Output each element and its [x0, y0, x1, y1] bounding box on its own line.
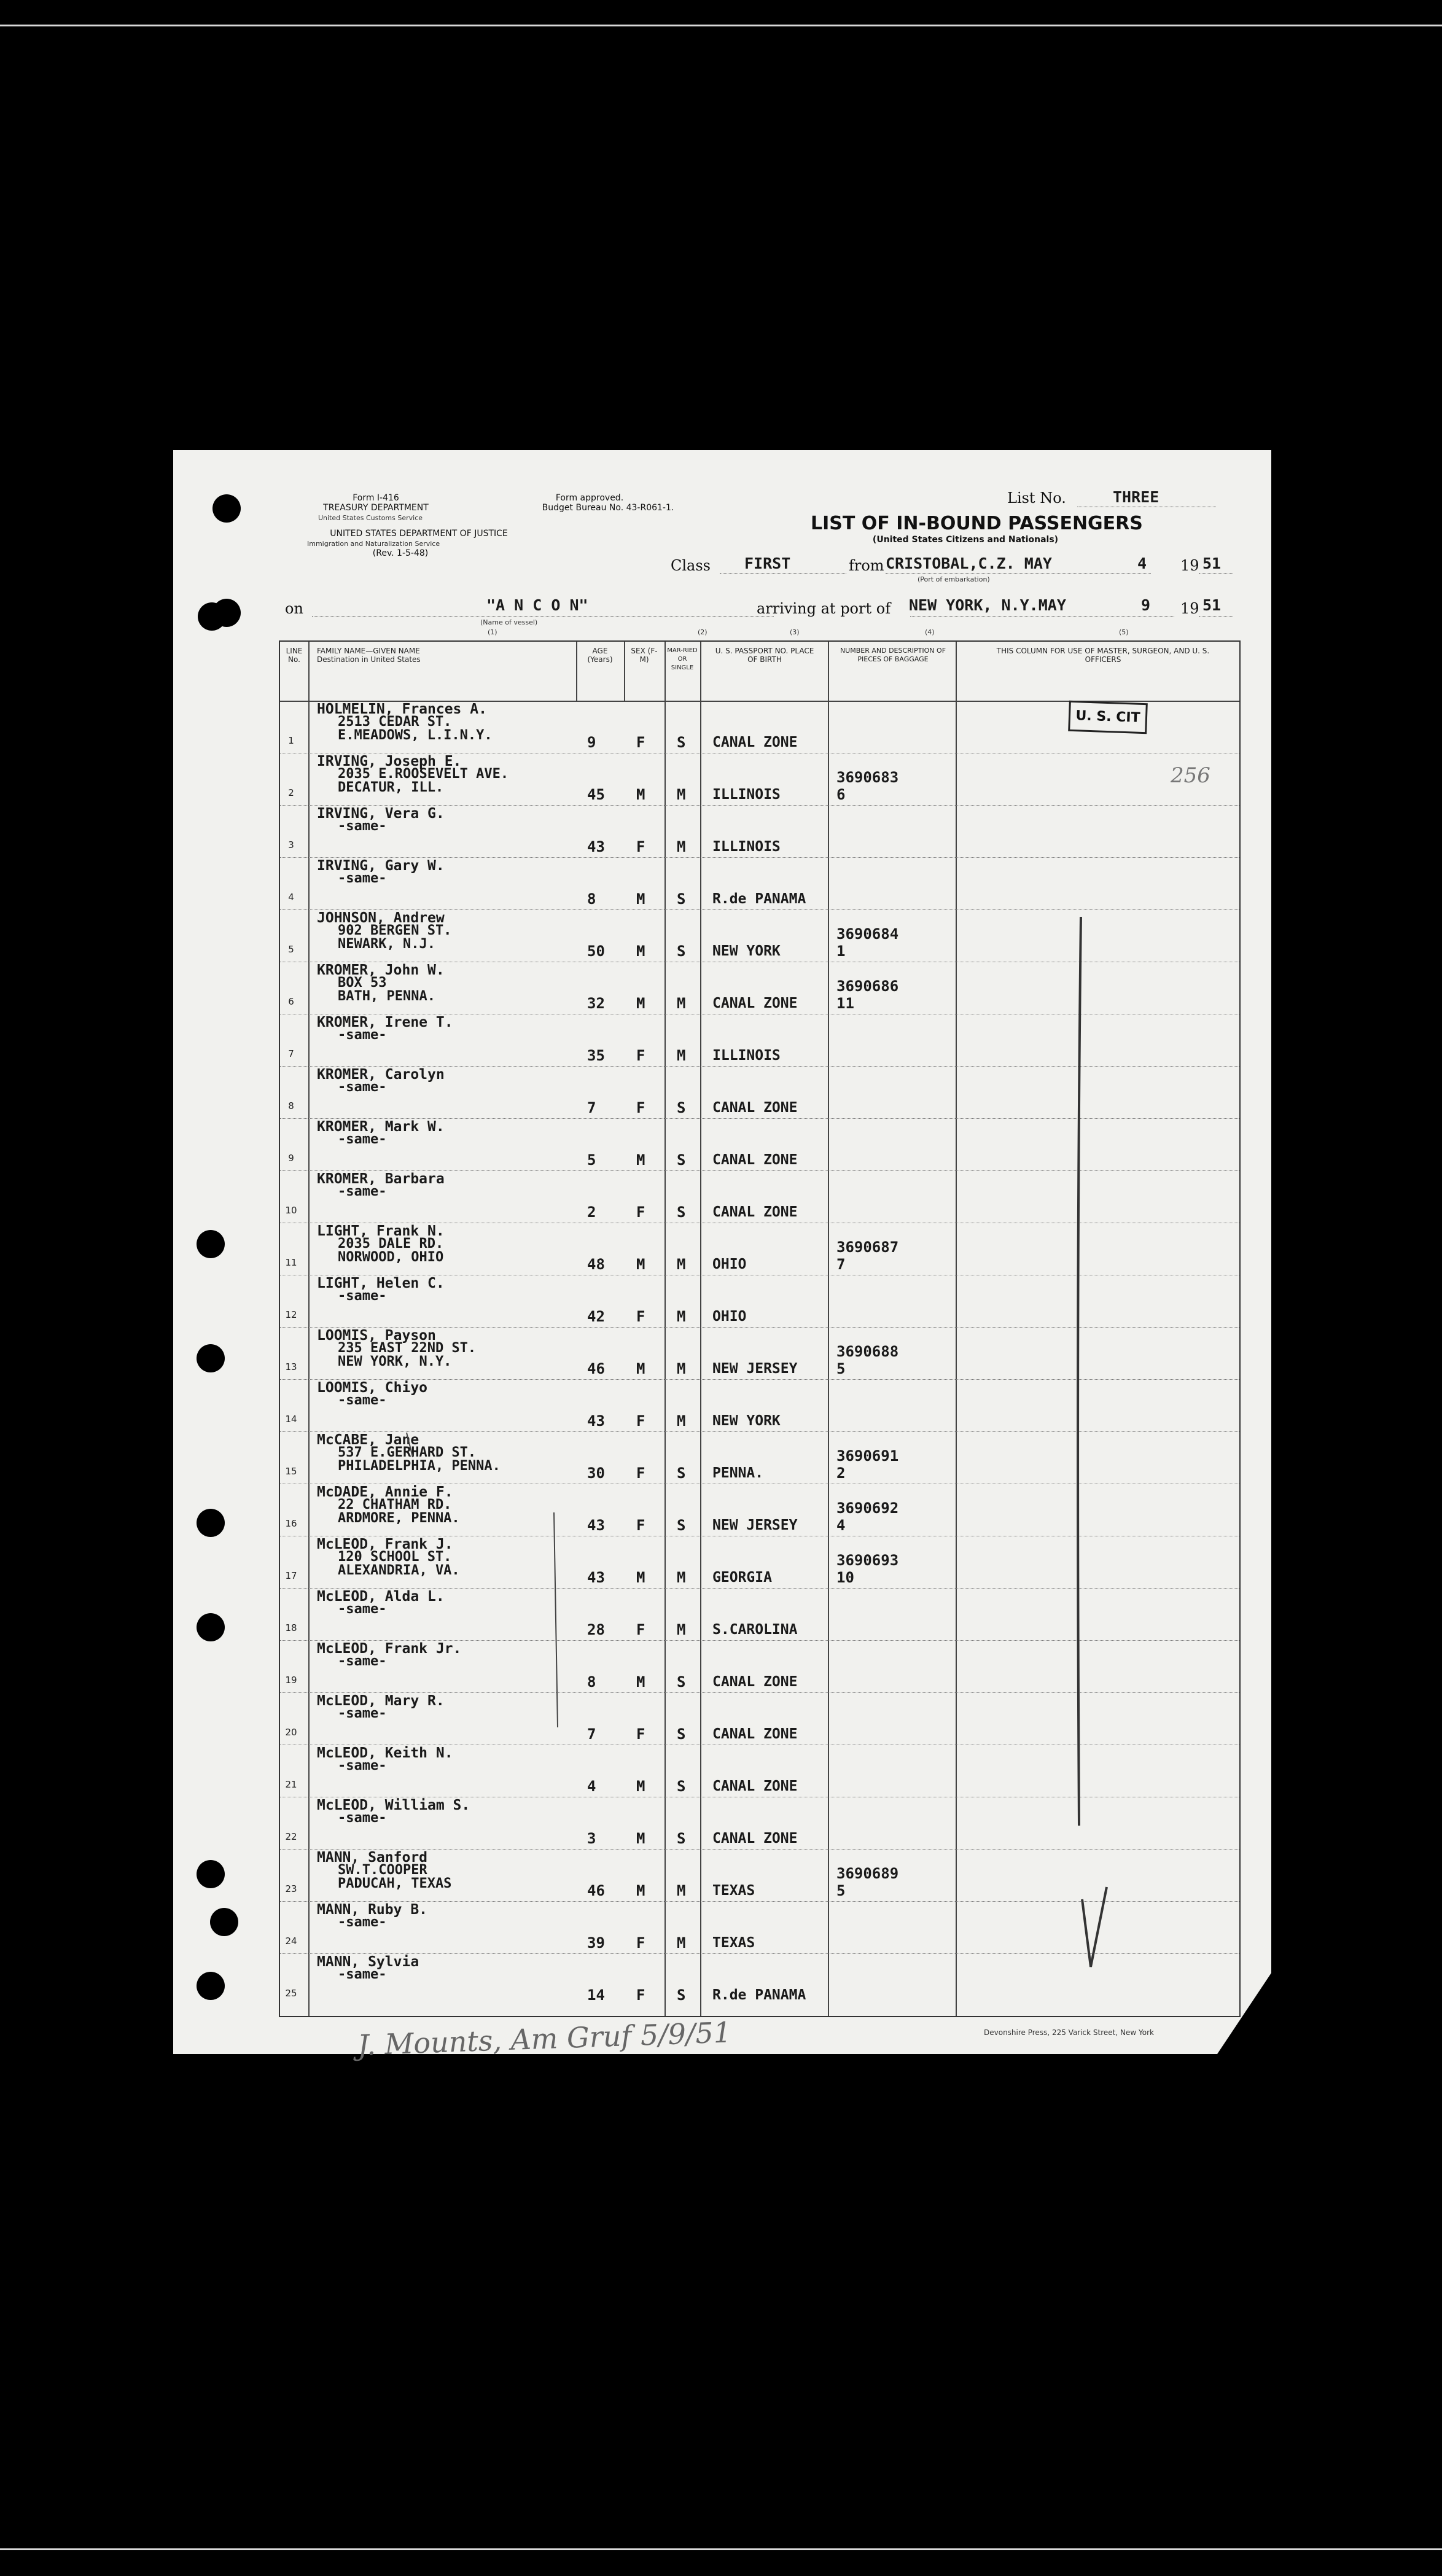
- passenger-destination: BOX 53 BATH, PENNA.: [338, 975, 435, 1004]
- passenger-destination: -same-: [338, 871, 387, 886]
- passenger-name: McCABE, Jane: [317, 1432, 419, 1448]
- passenger-sex: F: [636, 1934, 645, 1951]
- place-of-birth: TEXAS: [712, 1935, 755, 1951]
- passenger-marital: S: [677, 1099, 686, 1116]
- passenger-age: 42: [587, 1308, 605, 1325]
- passenger-sex: M: [636, 1256, 645, 1273]
- place-of-birth: CANAL ZONE: [712, 1100, 798, 1116]
- line-number: 11: [285, 1257, 297, 1268]
- passenger-sex: M: [636, 1673, 645, 1691]
- place-of-birth: S.CAROLINA: [712, 1622, 798, 1638]
- passenger-marital: S: [677, 1726, 686, 1743]
- passenger-age: 7: [587, 1099, 596, 1116]
- passenger-marital: S: [677, 1673, 686, 1691]
- baggage-number: 3690683: [836, 769, 899, 786]
- passenger-destination: -same-: [338, 1080, 387, 1095]
- col-num-5: (5): [1119, 628, 1129, 636]
- vessel-note: (Name of vessel): [480, 618, 538, 626]
- passenger-marital: S: [677, 1151, 686, 1169]
- passenger-destination: -same-: [338, 1915, 387, 1930]
- passenger-sex: F: [636, 734, 645, 751]
- passenger-sex: F: [636, 1726, 645, 1743]
- passenger-name: McDADE, Annie F.: [317, 1484, 453, 1500]
- passenger-sex: F: [636, 1047, 645, 1064]
- passenger-destination: 2035 DALE RD. NORWOOD, OHIO: [338, 1236, 444, 1265]
- passenger-name: MANN, Sylvia: [317, 1954, 419, 1970]
- baggage-pieces: 10: [836, 1569, 854, 1586]
- passenger-marital: S: [677, 1465, 686, 1482]
- vessel-name: "A N C O N": [486, 596, 588, 614]
- passenger-marital: M: [677, 1256, 686, 1273]
- passenger-name: IRVING, Joseph E.: [317, 753, 462, 769]
- line-number: 12: [285, 1309, 297, 1320]
- passenger-destination: -same-: [338, 1393, 387, 1408]
- line-number: 21: [285, 1779, 297, 1790]
- passenger-age: 7: [587, 1726, 596, 1743]
- passenger-sex: M: [636, 890, 645, 908]
- passenger-destination: -same-: [338, 1132, 387, 1147]
- passenger-sex: M: [636, 786, 645, 803]
- place-of-birth: CANAL ZONE: [712, 1726, 798, 1742]
- on-label: on: [285, 600, 303, 617]
- passenger-marital: M: [677, 995, 686, 1012]
- passenger-destination: -same-: [338, 1027, 387, 1043]
- passenger-marital: S: [677, 1778, 686, 1795]
- line-number: 2: [288, 787, 294, 798]
- passenger-name: LIGHT, Frank N.: [317, 1223, 445, 1239]
- place-of-birth: TEXAS: [712, 1883, 755, 1899]
- passenger-age: 2: [587, 1204, 596, 1221]
- passenger-marital: M: [677, 1308, 686, 1325]
- header-baggage: NUMBER AND DESCRIPTION OF PIECES OF BAGGAGE: [840, 647, 946, 663]
- passenger-age: 43: [587, 1412, 605, 1430]
- passenger-destination: SW.T.COOPER PADUCAH, TEXAS: [338, 1862, 452, 1891]
- officer-note: 256: [1171, 763, 1210, 788]
- citizen-stamp: U. S. CIT: [1068, 701, 1148, 734]
- form-number: Form I-416: [353, 493, 399, 503]
- top-border-line: [0, 25, 1442, 26]
- passenger-sex: F: [636, 1099, 645, 1116]
- bracket-line: [407, 1433, 413, 1457]
- passenger-sex: F: [636, 1621, 645, 1638]
- passenger-sex: M: [636, 1778, 645, 1795]
- passenger-destination: 2513 CEDAR ST. E.MEADOWS, L.I.N.Y.: [338, 714, 493, 743]
- place-of-birth: ILLINOIS: [712, 787, 781, 803]
- line-number: 1: [288, 735, 294, 746]
- passenger-name: McLEOD, Frank J.: [317, 1536, 453, 1552]
- passenger-destination: -same-: [338, 1758, 387, 1773]
- header-officers: THIS COLUMN FOR USE OF MASTER, SURGEON, AND U. S. OFFICERS: [996, 647, 1210, 664]
- col-num-3: (3): [790, 628, 800, 636]
- line-number: 13: [285, 1361, 297, 1372]
- passenger-name: KROMER, Carolyn: [317, 1067, 445, 1083]
- place-of-birth: NEW JERSEY: [712, 1517, 798, 1533]
- passenger-destination: 22 CHATHAM RD. ARDMORE, PENNA.: [338, 1497, 460, 1526]
- year-value-1: 51: [1202, 555, 1222, 572]
- handwritten-marks: [173, 450, 1271, 2054]
- baggage-pieces: 5: [836, 1360, 846, 1377]
- passenger-age: 32: [587, 995, 605, 1012]
- passenger-destination: 2035 E.ROOSEVELT AVE. DECATUR, ILL.: [338, 766, 509, 795]
- baggage-number: 3690684: [836, 925, 899, 943]
- class-value: FIRST: [744, 555, 791, 572]
- page-corner-fold: [1217, 1973, 1271, 2054]
- passenger-destination: 120 SCHOOL ST. ALEXANDRIA, VA.: [338, 1549, 460, 1578]
- place-of-birth: CANAL ZONE: [712, 734, 798, 750]
- passenger-age: 4: [587, 1778, 596, 1795]
- form-service: United States Customs Service: [318, 514, 423, 522]
- passenger-destination: -same-: [338, 1967, 387, 1982]
- header-passport: U. S. PASSPORT NO. PLACE OF BIRTH: [715, 647, 814, 664]
- place-of-birth: CANAL ZONE: [712, 995, 798, 1011]
- passenger-sex: F: [636, 838, 645, 855]
- form-budget: Budget Bureau No. 43-R061-1.: [542, 503, 674, 513]
- baggage-number: 3690693: [836, 1552, 899, 1569]
- passenger-marital: S: [677, 890, 686, 908]
- form-ins: Immigration and Naturalization Service: [307, 540, 440, 548]
- passenger-age: 28: [587, 1621, 605, 1638]
- passenger-marital: M: [677, 1047, 686, 1064]
- place-of-birth: CANAL ZONE: [712, 1778, 798, 1794]
- passenger-age: 5: [587, 1151, 596, 1169]
- line-number: 6: [288, 996, 294, 1007]
- passenger-age: 45: [587, 786, 605, 803]
- form-dept: TREASURY DEPARTMENT: [323, 503, 429, 513]
- line-number: 9: [288, 1153, 294, 1164]
- line-number: 25: [285, 1988, 297, 1999]
- passenger-name: JOHNSON, Andrew: [317, 910, 445, 926]
- baggage-number: 3690688: [836, 1343, 899, 1360]
- passenger-name: IRVING, Vera G.: [317, 806, 445, 822]
- passenger-destination: -same-: [338, 1184, 387, 1199]
- passenger-name: LOOMIS, Payson: [317, 1328, 436, 1344]
- passenger-name: KROMER, John W.: [317, 962, 445, 978]
- passenger-destination: -same-: [338, 819, 387, 834]
- line-number: 10: [285, 1205, 297, 1216]
- embark-note: (Port of embarkation): [918, 575, 990, 583]
- passenger-sex: F: [636, 1517, 645, 1534]
- line-number: 4: [288, 892, 294, 903]
- passenger-sex: M: [636, 1569, 645, 1586]
- passenger-sex: F: [636, 1308, 645, 1325]
- passenger-age: 9: [587, 734, 596, 751]
- passenger-sex: M: [636, 1830, 645, 1847]
- line-number: 3: [288, 839, 294, 850]
- line-number: 14: [285, 1414, 297, 1425]
- officer-check-mark: [1082, 1887, 1107, 1967]
- passenger-sex: M: [636, 995, 645, 1012]
- passenger-name: KROMER, Irene T.: [317, 1014, 453, 1030]
- place-of-birth: GEORGIA: [712, 1570, 772, 1586]
- form-approval: Form approved.: [555, 493, 624, 503]
- place-of-birth: CANAL ZONE: [712, 1204, 798, 1220]
- passenger-age: 46: [587, 1882, 605, 1899]
- passenger-destination: -same-: [338, 1706, 387, 1721]
- place-of-birth: PENNA.: [712, 1465, 764, 1481]
- year-label: 19: [1180, 557, 1199, 574]
- passenger-age: 43: [587, 1569, 605, 1586]
- passenger-sex: M: [636, 1360, 645, 1377]
- passenger-marital: M: [677, 786, 686, 803]
- place-of-birth: CANAL ZONE: [712, 1674, 798, 1690]
- passenger-name: LOOMIS, Chiyo: [317, 1380, 428, 1396]
- from-label: from: [849, 557, 884, 574]
- year-value-2: 51: [1202, 596, 1222, 614]
- passenger-age: 48: [587, 1256, 605, 1273]
- passenger-marital: M: [677, 838, 686, 855]
- manifest-page: [173, 450, 1271, 2062]
- place-of-birth: R.de PANAMA: [712, 891, 806, 907]
- passenger-name: KROMER, Mark W.: [317, 1119, 445, 1135]
- baggage-number: 3690691: [836, 1447, 899, 1465]
- passenger-marital: M: [677, 1882, 686, 1899]
- passenger-name: McLEOD, Frank Jr.: [317, 1641, 462, 1657]
- baggage-number: 3690687: [836, 1239, 899, 1256]
- passenger-age: 8: [587, 1673, 596, 1691]
- arriving-label: arriving at port of: [757, 600, 891, 617]
- baggage-pieces: 5: [836, 1882, 846, 1899]
- line-number: 19: [285, 1675, 297, 1686]
- passenger-age: 14: [587, 1986, 605, 2004]
- bottom-border-line: [0, 2548, 1442, 2550]
- passenger-sex: M: [636, 1151, 645, 1169]
- line-number: 8: [288, 1100, 294, 1111]
- col-num-1: (1): [488, 628, 497, 636]
- passenger-sex: M: [636, 943, 645, 960]
- passenger-age: 8: [587, 890, 596, 908]
- baggage-pieces: 4: [836, 1517, 846, 1534]
- header-name: FAMILY NAME—GIVEN NAME Destination in United States: [317, 647, 421, 664]
- passenger-age: 39: [587, 1934, 605, 1951]
- passenger-age: 46: [587, 1360, 605, 1377]
- list-number: THREE: [1113, 488, 1159, 506]
- line-number: 20: [285, 1727, 297, 1738]
- officer-check-line: [1078, 917, 1081, 1826]
- form-subtitle: (United States Citizens and Nationals): [872, 535, 1059, 545]
- place-of-birth: NEW JERSEY: [712, 1361, 798, 1377]
- line-number: 5: [288, 944, 294, 955]
- passenger-name: McLEOD, Mary R.: [317, 1693, 445, 1709]
- year-label-2: 19: [1180, 600, 1199, 617]
- place-of-birth: NEW YORK: [712, 943, 781, 959]
- passenger-destination: -same-: [338, 1288, 387, 1304]
- place-of-birth: ILLINOIS: [712, 839, 781, 855]
- passenger-age: 30: [587, 1465, 605, 1482]
- bracket-line: [554, 1512, 558, 1727]
- passenger-sex: F: [636, 1465, 645, 1482]
- place-of-birth: R.de PANAMA: [712, 1987, 806, 2003]
- passenger-name: McLEOD, Keith N.: [317, 1745, 453, 1761]
- class-label: Class: [671, 557, 711, 574]
- baggage-pieces: 7: [836, 1256, 846, 1273]
- passenger-name: McLEOD, Alda L.: [317, 1589, 445, 1605]
- passenger-age: 50: [587, 943, 605, 960]
- passenger-marital: M: [677, 1621, 686, 1638]
- passenger-name: MANN, Ruby B.: [317, 1902, 428, 1918]
- col-num-4: (4): [925, 628, 935, 636]
- line-number: 16: [285, 1518, 297, 1529]
- form-title: LIST OF IN-BOUND PASSENGERS: [811, 513, 1143, 534]
- baggage-number: 3690686: [836, 978, 899, 995]
- baggage-pieces: 6: [836, 786, 846, 803]
- passenger-marital: S: [677, 943, 686, 960]
- line-number: 18: [285, 1622, 297, 1633]
- passenger-name: KROMER, Barbara: [317, 1171, 445, 1187]
- passenger-marital: S: [677, 1517, 686, 1534]
- passenger-name: IRVING, Gary W.: [317, 858, 445, 874]
- place-of-birth: OHIO: [712, 1309, 747, 1325]
- arrive-value: NEW YORK, N.Y.MAY: [909, 596, 1066, 614]
- passenger-age: 43: [587, 1517, 605, 1534]
- baggage-pieces: 1: [836, 943, 846, 960]
- passenger-name: McLEOD, William S.: [317, 1797, 470, 1813]
- passenger-marital: M: [677, 1569, 686, 1586]
- list-label: List No.: [1007, 489, 1066, 507]
- arrive-day: 9: [1141, 596, 1151, 614]
- passenger-name: HOLMELIN, Frances A.: [317, 701, 487, 717]
- passenger-age: 35: [587, 1047, 605, 1064]
- passenger-age: 43: [587, 838, 605, 855]
- header-married: MAR-RIED OR SINGLE: [667, 647, 698, 671]
- passenger-marital: M: [677, 1934, 686, 1951]
- form-rev: (Rev. 1-5-48): [372, 548, 429, 558]
- col-num-2: (2): [698, 628, 707, 636]
- line-number: 7: [288, 1048, 294, 1059]
- printer-line: Devonshire Press, 225 Varick Street, New York: [984, 2028, 1154, 2037]
- line-number: 22: [285, 1831, 297, 1842]
- passenger-marital: S: [677, 734, 686, 751]
- passenger-sex: F: [636, 1412, 645, 1430]
- baggage-pieces: 11: [836, 995, 854, 1012]
- passenger-name: MANN, Sanford: [317, 1850, 428, 1866]
- passenger-marital: S: [677, 1204, 686, 1221]
- header-sex: SEX (F-M): [631, 647, 658, 664]
- passenger-sex: M: [636, 1882, 645, 1899]
- from-value: CRISTOBAL,C.Z. MAY: [886, 555, 1052, 572]
- baggage-number: 3690689: [836, 1865, 899, 1882]
- form-justice: UNITED STATES DEPARTMENT OF JUSTICE: [330, 529, 508, 539]
- passenger-marital: S: [677, 1830, 686, 1847]
- passenger-destination: -same-: [338, 1601, 387, 1617]
- passenger-destination: -same-: [338, 1654, 387, 1669]
- passenger-destination: 235 EAST 22ND ST. NEW YORK, N.Y.: [338, 1341, 477, 1369]
- line-number: 15: [285, 1466, 297, 1477]
- header-age: AGE (Years): [587, 647, 613, 664]
- baggage-pieces: 2: [836, 1465, 846, 1482]
- passenger-name: LIGHT, Helen C.: [317, 1275, 445, 1291]
- passenger-sex: F: [636, 1986, 645, 2004]
- from-day: 4: [1137, 555, 1147, 572]
- passenger-marital: M: [677, 1412, 686, 1430]
- place-of-birth: CANAL ZONE: [712, 1152, 798, 1168]
- passenger-marital: M: [677, 1360, 686, 1377]
- passenger-destination: 537 E.GERHARD ST. PHILADELPHIA, PENNA.: [338, 1445, 501, 1474]
- place-of-birth: CANAL ZONE: [712, 1831, 798, 1846]
- line-number: 17: [285, 1570, 297, 1581]
- passenger-sex: F: [636, 1204, 645, 1221]
- place-of-birth: OHIO: [712, 1256, 747, 1272]
- header-line: LINE No.: [286, 647, 303, 664]
- passenger-destination: 902 BERGEN ST. NEWARK, N.J.: [338, 923, 452, 952]
- place-of-birth: NEW YORK: [712, 1413, 781, 1429]
- line-number: 23: [285, 1883, 297, 1894]
- place-of-birth: ILLINOIS: [712, 1048, 781, 1064]
- baggage-number: 3690692: [836, 1500, 899, 1517]
- passenger-marital: S: [677, 1986, 686, 2004]
- officer-signature: J. Mounts, Am Gruf 5/9/51: [357, 2015, 732, 2062]
- line-number: 24: [285, 1936, 297, 1947]
- passenger-age: 3: [587, 1830, 596, 1847]
- passenger-destination: -same-: [338, 1810, 387, 1826]
